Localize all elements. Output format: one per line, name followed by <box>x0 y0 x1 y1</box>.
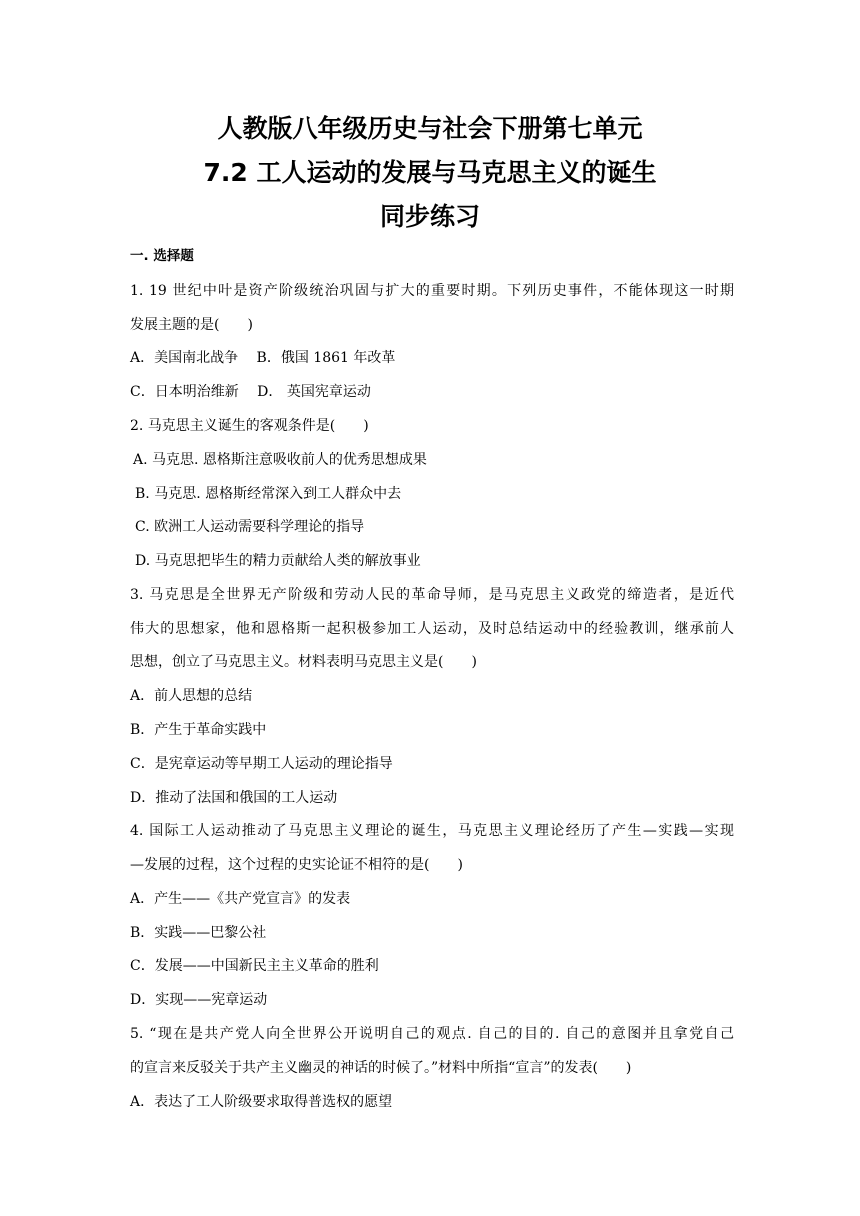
q3-option-a: A．前人思想的总结 <box>130 688 253 704</box>
q3-stem-line-2: 伟大的思想家，他和恩格斯一起积极参加工人运动，及时总结运动中的经验教训，继承前人 <box>130 621 734 637</box>
document-title-line-2: 7.2 工人运动的发展与马克思主义的诞生 <box>203 158 657 187</box>
q3-stem-line-1: 3. 马克思是全世界无产阶级和劳动人民的革命导师，是马克思主义政党的缔造者，是近代 <box>130 587 734 603</box>
q1-option-line-1: A．美国南北战争 B．俄国 1861 年改革 <box>130 350 396 366</box>
q2-option-c: C. 欧洲工人运动需要科学理论的指导 <box>135 519 365 535</box>
q4-stem-line-1: 4. 国际工人运动推动了马克思主义理论的诞生，马克思主义理论经历了产生—实践—实现 <box>130 823 734 839</box>
q3-stem-line-3: 思想，创立了马克思主义。材料表明马克思主义是( ) <box>130 654 477 670</box>
q4-option-d: D．实现——宪章运动 <box>130 992 268 1008</box>
q2-stem-line-1: 2. 马克思主义诞生的客观条件是( ) <box>130 418 369 434</box>
q5-option-a: A．表达了工人阶级要求取得普选权的愿望 <box>130 1094 393 1110</box>
q3-option-d: D．推动了法国和俄国的工人运动 <box>130 790 338 806</box>
q2-option-b: B. 马克思. 恩格斯经常深入到工人群众中去 <box>135 486 402 502</box>
q4-option-a: A．产生——《共产党宣言》的发表 <box>130 891 351 907</box>
q5-stem-line-2: 的宣言来反驳关于共产主义幽灵的神话的时候了。”材料中所指“宣言”的发表( ) <box>130 1060 632 1076</box>
q3-option-c: C．是宪章运动等早期工人运动的理论指导 <box>130 756 393 772</box>
section-heading: 一. 选择题 <box>130 248 194 264</box>
q2-option-a: A. 马克思. 恩格斯注意吸收前人的优秀思想成果 <box>133 452 427 468</box>
q1-stem-line-1: 1. 19 世纪中叶是资产阶级统治巩固与扩大的重要时期。下列历史事件，不能体现这一时期 <box>130 283 734 299</box>
q5-stem-line-1: 5. “现在是共产党人向全世界公开说明自己的观点. 自己的目的. 自己的意图并且拿党自己 <box>130 1026 734 1042</box>
q3-option-b: B．产生于革命实践中 <box>130 722 267 738</box>
q4-option-c: C．发展——中国新民主主义革命的胜利 <box>130 958 379 974</box>
q1-stem-line-2: 发展主题的是( ) <box>130 317 253 333</box>
q4-stem-line-2: —发展的过程，这个过程的史实论证不相符的是( ) <box>130 857 463 873</box>
q4-option-b: B．实践——巴黎公社 <box>130 925 267 941</box>
document-title-line-1: 人教版八年级历史与社会下册第七单元 <box>217 114 643 143</box>
q2-option-d: D. 马克思把毕生的精力贡献给人类的解放事业 <box>135 553 421 569</box>
document-title-line-3: 同步练习 <box>379 202 480 231</box>
q1-option-line-2: C．日本明治维新 D． 英国宪章运动 <box>130 384 371 400</box>
